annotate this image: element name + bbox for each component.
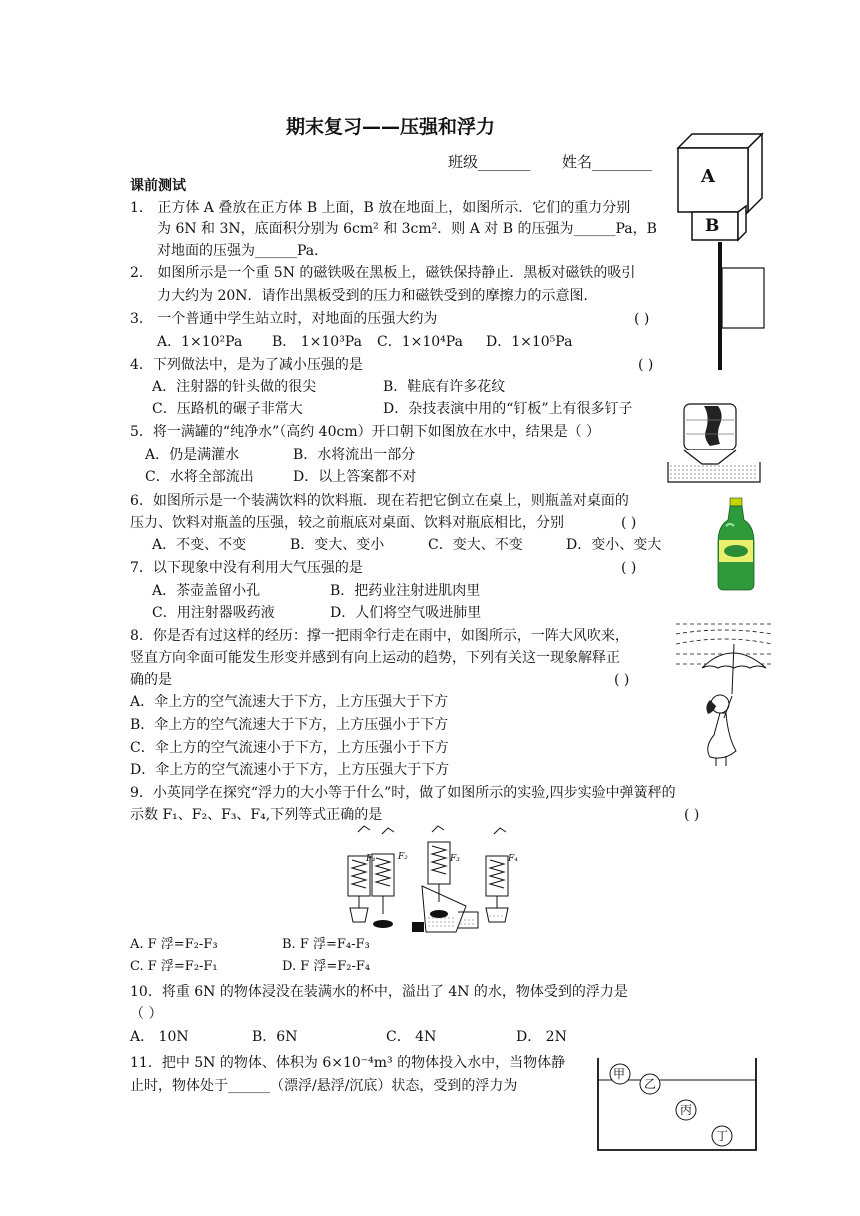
q3-option-a: A．1×10²Pa (157, 334, 243, 350)
q9-paren: ( ) (684, 807, 700, 823)
ball-jia-label: 甲 (613, 1067, 626, 1081)
q4-option-c: C．压路机的碾子非常大 (152, 401, 303, 417)
q1-line1: 1． 正方体 A 叠放在正方体 B 上面，B 放在地面上，如图所示．它们的重力分别 (130, 200, 631, 216)
q6-option-c: C．变大、不变 (428, 537, 523, 553)
q10-option-c: C． 4N (386, 1029, 437, 1045)
q5-option-d: D．以上答案都不对 (293, 469, 417, 485)
umbrella-wind-figure (672, 618, 776, 768)
q4-option-b: B．鞋底有许多花纹 (383, 379, 506, 395)
q2-line1: 2． 如图所示是一个重 5N 的磁铁吸在黑板上，磁铁保持静止．黑板对磁铁的吸引 (130, 265, 636, 281)
q7-paren: ( ) (621, 560, 637, 576)
q4-option-a: A．注射器的针头做的很尖 (152, 379, 317, 395)
q8-option-d: D．伞上方的空气流速小于下方，上方压强大于下方 (130, 762, 450, 778)
q3-option-b: B． 1×10³Pa (272, 334, 362, 350)
f4-label: F₄ (508, 854, 518, 864)
cube-b-label: B (705, 216, 720, 236)
cube-a-label: A (701, 166, 715, 187)
q7-option-c: C．用注射器吸药液 (152, 605, 275, 621)
q10-option-d: D． 2N (516, 1029, 567, 1045)
name-field-label: 姓名________ (562, 153, 653, 171)
q5-option-b: B．水将流出一部分 (293, 447, 416, 463)
q10-option-a: A． 10N (130, 1029, 189, 1045)
q8-line3: 确的是 (130, 672, 172, 688)
section-heading: 课前测试 (130, 178, 186, 194)
q1-line2: 为 6N 和 3N，底面积分别为 6cm² 和 3cm²．则 A 对 B 的压强为______Pa，B (157, 221, 657, 237)
q7-stem: 7．以下现象中没有利用大气压强的是 (130, 560, 363, 576)
q9-line2: 示数 F₁、F₂、F₃、F₄,下列等式正确的是 (130, 807, 383, 823)
q8-paren: ( ) (614, 672, 630, 688)
q8-option-c: C．伞上方的空气流速小于下方，上方压强小于下方 (130, 740, 449, 756)
q5-option-a: A．仍是满灌水 (145, 447, 240, 463)
q7-option-d: D．人们将空气吸进肺里 (330, 605, 482, 621)
q4-paren: ( ) (638, 357, 654, 373)
f1-label: F₁ (366, 854, 376, 864)
class-field-label: 班级_______ (448, 153, 531, 171)
q2-line2: 力大约为 20N．请作出黑板受到的压力和磁铁受到的摩擦力的示意图． (157, 288, 598, 304)
q1-line3: 对地面的压强为______Pa． (157, 243, 329, 259)
q8-line2: 竖直方向伞面可能发生形变并感到有向上运动的趋势，下列有关这一现象解释正 (130, 650, 620, 666)
q9-line1: 9．小英同学在探究“浮力的大小等于什么”时，做了如图所示的实验,四步实验中弹簧秤的 (130, 785, 676, 801)
q6-line2: 压力、饮料对瓶盖的压强，较之前瓶底对桌面、饮料对瓶底相比，分别 (130, 515, 564, 531)
cube-figure (672, 128, 772, 248)
q6-option-a: A．不变、不变 (152, 537, 247, 553)
f2-label: F₂ (398, 852, 408, 862)
water-jug-figure (664, 400, 764, 486)
q8-option-a: A．伞上方的空气流速大于下方，上方压强大于下方 (130, 694, 449, 710)
q9-option-c: C. F 浮=F₂-F₁ (130, 959, 218, 974)
q4-option-d: D．杂技表演中用的“钉板”上有很多钉子 (383, 401, 633, 417)
q6-line1: 6．如图所示是一个装满饮料的饮料瓶．现在若把它倒立在桌上，则瓶盖对桌面的 (130, 493, 629, 509)
q4-stem: 4．下列做法中，是为了减小压强的是 (130, 357, 363, 373)
ball-bing-label: 丙 (680, 1103, 693, 1117)
drink-bottle-figure (712, 496, 760, 592)
q8-option-b: B．伞上方的空气流速大于下方，上方压强小于下方 (130, 717, 449, 733)
q6-option-d: D．变小、变大 (566, 537, 662, 553)
q6-paren: ( ) (621, 515, 637, 531)
q9-option-d: D. F 浮=F₂-F₄ (282, 959, 371, 974)
q3-paren: ( ) (634, 311, 650, 327)
page-title: 期末复习——压强和浮力 (286, 116, 496, 138)
ball-ding-label: 丁 (716, 1129, 729, 1143)
ball-yi-label: 乙 (644, 1077, 657, 1091)
q10-line1: 10．将重 6N 的物体浸没在装满水的杯中，溢出了 4N 的水，物体受到的浮力是 (130, 984, 628, 1000)
q7-option-a: A．茶壶盖留小孔 (152, 583, 261, 599)
q5-stem: 5．将一满罐的“纯净水”（高约 40cm）开口朝下如图放在水中，结果是（ ） (130, 424, 601, 440)
q6-option-b: B．变大、变小 (290, 537, 385, 553)
q9-option-a: A. F 浮=F₂-F₃ (130, 937, 218, 952)
q8-line1: 8．你是否有过这样的经历：撑一把雨伞行走在雨中，如图所示，一阵大风吹来， (130, 628, 629, 644)
f3-label: F₃ (450, 854, 460, 864)
blackboard-magnet-figure (710, 240, 770, 375)
q10-option-b: B．6N (252, 1029, 298, 1045)
q11-line1: 11．把中 5N 的物体、体积为 6×10⁻⁴m³ 的物体投入水中，当物体静 (130, 1055, 566, 1071)
q11-line2: 止时，物体处于______（漂浮/悬浮/沉底）状态，受到的浮力为 (130, 1078, 518, 1094)
q9-option-b: B. F 浮=F₄-F₃ (282, 937, 370, 952)
q3-option-c: C．1×10⁴Pa (377, 334, 463, 350)
q10-line2: （ ） (130, 1006, 163, 1022)
q3-stem: 3． 一个普通中学生站立时，对地面的压强大约为 (130, 311, 438, 327)
spring-scale-experiment-figure (336, 822, 526, 934)
q7-option-b: B．把药业注射进肌肉里 (330, 583, 481, 599)
q3-option-d: D．1×10⁵Pa (486, 334, 573, 350)
q5-option-c: C．水将全部流出 (145, 469, 254, 485)
